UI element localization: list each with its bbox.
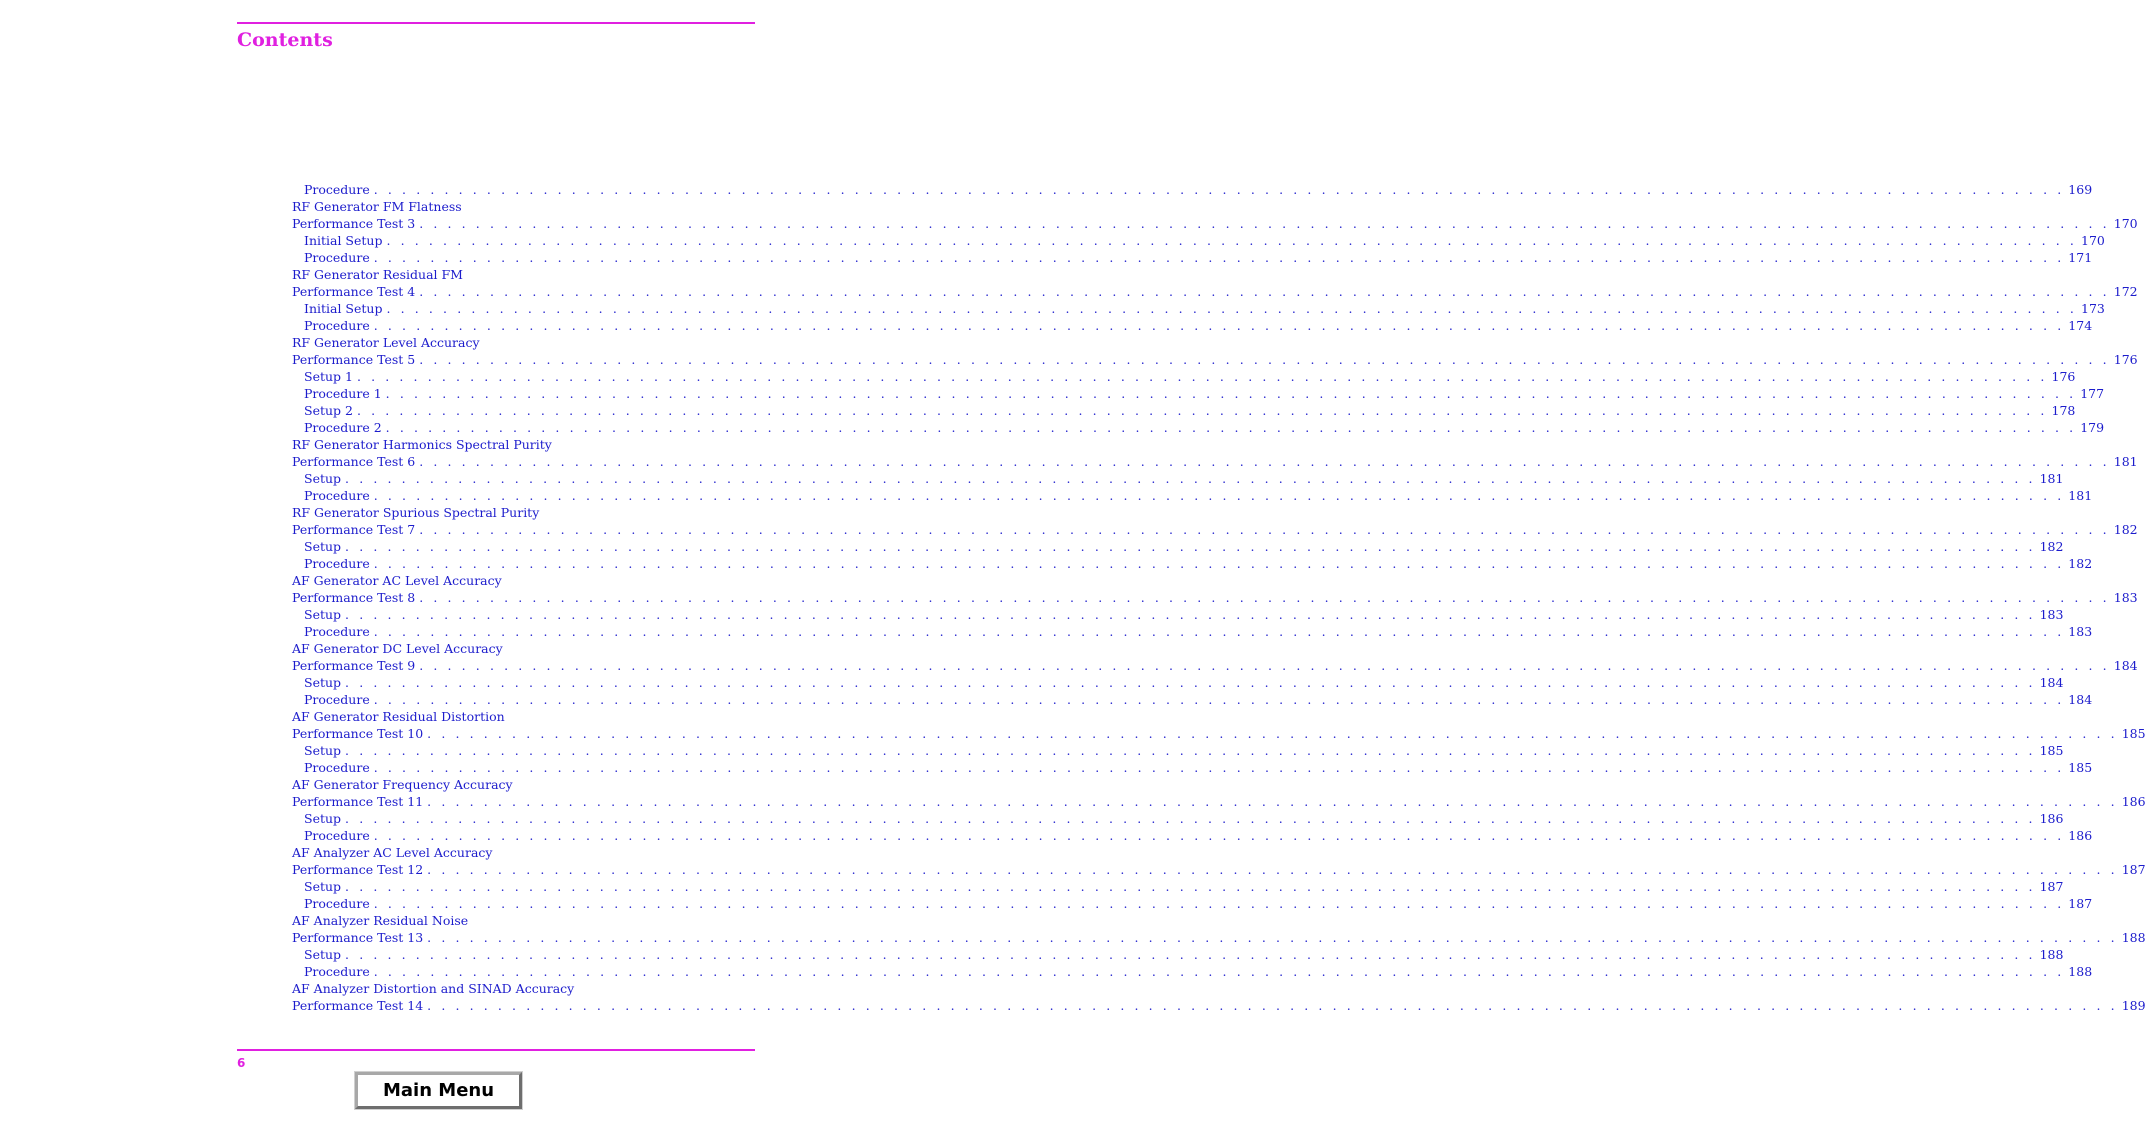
toc-entry[interactable] <box>292 759 2093 776</box>
toc-entry-page: 184 <box>2039 675 2064 690</box>
dot-leader: . . . . . . . . . . . . . . . . . . . . . . . . . . . . . . . . . . . . . . . . . . . . . . . . . . . . . . . . . . . . . . . . . . . . . . . . . . . . . . . . . . . . . . . . . . . . . . . . . . . . . . . . . . . . . . . . . . . . . . . . <box>373 318 2065 333</box>
toc-entry-page: 170 <box>2081 233 2105 248</box>
toc-entry-label: Performance Test 5 <box>292 352 416 367</box>
toc-entry[interactable] <box>292 215 2138 232</box>
dot-leader: . . . . . . . . . . . . . . . . . . . . . . . . . . . . . . . . . . . . . . . . . . . . . . . . . . . . . . . . . . . . . . . . . . . . . . . . . . . . . . . . . . . . . . . . . . . . . . . . . . . . . . . . . . . . . . . . . . . . . . . . <box>419 522 2110 537</box>
toc-entry-label: Setup <box>304 947 342 962</box>
dot-leader: . . . . . . . . . . . . . . . . . . . . . . . . . . . . . . . . . . . . . . . . . . . . . . . . . . . . . . . . . . . . . . . . . . . . . . . . . . . . . . . . . . . . . . . . . . . . . . . . . . . . . . . . . . . . . . . . . . . . . . . . <box>356 369 2048 384</box>
toc-section-heading[interactable] <box>292 844 760 861</box>
dot-leader: . . . . . . . . . . . . . . . . . . . . . . . . . . . . . . . . . . . . . . . . . . . . . . . . . . . . . . . . . . . . . . . . . . . . . . . . . . . . . . . . . . . . . . . . . . . . . . . . . . . . . . . . . . . . . . . . . . . . . . . . <box>345 947 2036 962</box>
toc-entry-label: Procedure 2 <box>304 420 382 435</box>
toc-entry-label: Performance Test 13 <box>292 930 424 945</box>
toc-entry-page: 187 <box>2068 896 2093 911</box>
toc-entry[interactable] <box>292 878 2064 895</box>
toc-entry[interactable] <box>292 351 2138 368</box>
toc-entry-label: Performance Test 10 <box>292 726 424 741</box>
dot-leader: . . . . . . . . . . . . . . . . . . . . . . . . . . . . . . . . . . . . . . . . . . . . . . . . . . . . . . . . . . . . . . . . . . . . . . . . . . . . . . . . . . . . . . . . . . . . . . . . . . . . . . . . . . . . . . . . . . . . . . . . <box>373 896 2065 911</box>
toc-section-heading[interactable] <box>292 776 760 793</box>
toc-entry-label: AF Generator AC Level Accuracy <box>292 573 502 588</box>
toc-entry[interactable] <box>292 657 2138 674</box>
toc-entry-page: 182 <box>2068 556 2093 571</box>
toc-entry[interactable] <box>292 725 2146 742</box>
toc-section-heading[interactable] <box>292 436 760 453</box>
dot-leader: . . . . . . . . . . . . . . . . . . . . . . . . . . . . . . . . . . . . . . . . . . . . . . . . . . . . . . . . . . . . . . . . . . . . . . . . . . . . . . . . . . . . . . . . . . . . . . . . . . . . . . . . . . . . . . . . . . . . . . . . <box>345 471 2036 486</box>
toc-entry[interactable] <box>292 555 2093 572</box>
toc-entry[interactable] <box>292 521 2138 538</box>
toc-entry-page: 187 <box>2121 862 2146 877</box>
toc-entry-label: Procedure <box>304 556 370 571</box>
toc-entry-label: Procedure <box>304 964 370 979</box>
toc-entry-page: 172 <box>2113 284 2138 299</box>
dot-leader: . . . . . . . . . . . . . . . . . . . . . . . . . . . . . . . . . . . . . . . . . . . . . . . . . . . . . . . . . . . . . . . . . . . . . . . . . . . . . . . . . . . . . . . . . . . . . . . . . . . . . . . . . . . . . . . . . . . . . . . . <box>345 675 2036 690</box>
dot-leader: . . . . . . . . . . . . . . . . . . . . . . . . . . . . . . . . . . . . . . . . . . . . . . . . . . . . . . . . . . . . . . . . . . . . . . . . . . . . . . . . . . . . . . . . . . . . . . . . . . . . . . . . . . . . . . . . . . . . . . . . <box>419 454 2110 469</box>
dot-leader: . . . . . . . . . . . . . . . . . . . . . . . . . . . . . . . . . . . . . . . . . . . . . . . . . . . . . . . . . . . . . . . . . . . . . . . . . . . . . . . . . . . . . . . . . . . . . . . . . . . . . . . . . . . . . . . . . . . . . . . . <box>385 386 2077 401</box>
toc-entry-page: 170 <box>2113 216 2138 231</box>
header-rule <box>237 22 755 24</box>
toc-entry-page: 188 <box>2068 964 2093 979</box>
toc-entry-label: RF Generator Residual FM <box>292 267 463 282</box>
dot-leader: . . . . . . . . . . . . . . . . . . . . . . . . . . . . . . . . . . . . . . . . . . . . . . . . . . . . . . . . . . . . . . . . . . . . . . . . . . . . . . . . . . . . . . . . . . . . . . . . . . . . . . . . . . . . . . . . . . . . . . . . <box>345 539 2036 554</box>
toc-entry-label: Procedure <box>304 250 370 265</box>
dot-leader: . . . . . . . . . . . . . . . . . . . . . . . . . . . . . . . . . . . . . . . . . . . . . . . . . . . . . . . . . . . . . . . . . . . . . . . . . . . . . . . . . . . . . . . . . . . . . . . . . . . . . . . . . . . . . . . . . . . . . . . . <box>427 998 2118 1013</box>
toc-entry-label: RF Generator Spurious Spectral Purity <box>292 505 540 520</box>
toc-entry[interactable] <box>292 623 2093 640</box>
toc-entry-label: Setup <box>304 675 342 690</box>
page-number: 6 <box>237 1056 246 1070</box>
dot-leader: . . . . . . . . . . . . . . . . . . . . . . . . . . . . . . . . . . . . . . . . . . . . . . . . . . . . . . . . . . . . . . . . . . . . . . . . . . . . . . . . . . . . . . . . . . . . . . . . . . . . . . . . . . . . . . . . . . . . . . . . <box>427 930 2118 945</box>
toc-entry-label: Performance Test 8 <box>292 590 416 605</box>
toc-entry[interactable] <box>292 419 2105 436</box>
toc-entry-page: 188 <box>2039 947 2064 962</box>
toc-entry-label: Procedure <box>304 318 370 333</box>
toc-entry[interactable] <box>292 895 2093 912</box>
toc-section-heading[interactable] <box>292 640 760 657</box>
dot-leader: . . . . . . . . . . . . . . . . . . . . . . . . . . . . . . . . . . . . . . . . . . . . . . . . . . . . . . . . . . . . . . . . . . . . . . . . . . . . . . . . . . . . . . . . . . . . . . . . . . . . . . . . . . . . . . . . . . . . . . . . <box>385 420 2077 435</box>
toc-entry-label: AF Generator Residual Distortion <box>292 709 505 724</box>
toc-entry-page: 183 <box>2113 590 2138 605</box>
toc-entry-label: Performance Test 14 <box>292 998 424 1013</box>
toc-entry-page: 179 <box>2080 420 2105 435</box>
dot-leader: . . . . . . . . . . . . . . . . . . . . . . . . . . . . . . . . . . . . . . . . . . . . . . . . . . . . . . . . . . . . . . . . . . . . . . . . . . . . . . . . . . . . . . . . . . . . . . . . . . . . . . . . . . . . . . . . . . . . . . . . <box>386 233 2078 248</box>
toc-entry-page: 169 <box>2068 182 2093 197</box>
toc-entry[interactable] <box>292 283 2138 300</box>
dot-leader: . . . . . . . . . . . . . . . . . . . . . . . . . . . . . . . . . . . . . . . . . . . . . . . . . . . . . . . . . . . . . . . . . . . . . . . . . . . . . . . . . . . . . . . . . . . . . . . . . . . . . . . . . . . . . . . . . . . . . . . . <box>419 658 2110 673</box>
toc-entry-page: 186 <box>2039 811 2064 826</box>
dot-leader: . . . . . . . . . . . . . . . . . . . . . . . . . . . . . . . . . . . . . . . . . . . . . . . . . . . . . . . . . . . . . . . . . . . . . . . . . . . . . . . . . . . . . . . . . . . . . . . . . . . . . . . . . . . . . . . . . . . . . . . . <box>419 216 2110 231</box>
toc-entry-page: 185 <box>2121 726 2146 741</box>
toc-entry[interactable] <box>292 589 2138 606</box>
toc-entry[interactable] <box>292 963 2093 980</box>
dot-leader: . . . . . . . . . . . . . . . . . . . . . . . . . . . . . . . . . . . . . . . . . . . . . . . . . . . . . . . . . . . . . . . . . . . . . . . . . . . . . . . . . . . . . . . . . . . . . . . . . . . . . . . . . . . . . . . . . . . . . . . . <box>419 284 2110 299</box>
toc-entry-label: Setup 2 <box>304 403 353 418</box>
toc-entry[interactable] <box>292 538 2064 555</box>
dot-leader: . . . . . . . . . . . . . . . . . . . . . . . . . . . . . . . . . . . . . . . . . . . . . . . . . . . . . . . . . . . . . . . . . . . . . . . . . . . . . . . . . . . . . . . . . . . . . . . . . . . . . . . . . . . . . . . . . . . . . . . . <box>419 352 2110 367</box>
toc-entry-page: 183 <box>2068 624 2093 639</box>
toc-entry-label: Procedure 1 <box>304 386 382 401</box>
toc-entry-page: 177 <box>2080 386 2105 401</box>
toc-entry-label: Setup <box>304 811 342 826</box>
dot-leader: . . . . . . . . . . . . . . . . . . . . . . . . . . . . . . . . . . . . . . . . . . . . . . . . . . . . . . . . . . . . . . . . . . . . . . . . . . . . . . . . . . . . . . . . . . . . . . . . . . . . . . . . . . . . . . . . . . . . . . . . <box>373 760 2065 775</box>
toc-entry-page: 181 <box>2068 488 2093 503</box>
toc-entry-page: 184 <box>2113 658 2138 673</box>
toc-entry-page: 181 <box>2113 454 2138 469</box>
dot-leader: . . . . . . . . . . . . . . . . . . . . . . . . . . . . . . . . . . . . . . . . . . . . . . . . . . . . . . . . . . . . . . . . . . . . . . . . . . . . . . . . . . . . . . . . . . . . . . . . . . . . . . . . . . . . . . . . . . . . . . . . <box>373 250 2065 265</box>
toc-entry-page: 174 <box>2068 318 2093 333</box>
toc-entry-page: 186 <box>2121 794 2146 809</box>
dot-leader: . . . . . . . . . . . . . . . . . . . . . . . . . . . . . . . . . . . . . . . . . . . . . . . . . . . . . . . . . . . . . . . . . . . . . . . . . . . . . . . . . . . . . . . . . . . . . . . . . . . . . . . . . . . . . . . . . . . . . . . . <box>373 556 2065 571</box>
toc-entry-label: RF Generator Harmonics Spectral Purity <box>292 437 552 452</box>
toc-entry[interactable] <box>292 487 2093 504</box>
toc-entry-label: Procedure <box>304 896 370 911</box>
toc-section-heading[interactable] <box>292 334 760 351</box>
toc-entry-label: Setup <box>304 879 342 894</box>
toc-entry[interactable] <box>292 810 2064 827</box>
toc-entry-label: Performance Test 4 <box>292 284 416 299</box>
toc-entry-page: 176 <box>2051 369 2076 384</box>
toc-entry-label: Procedure <box>304 760 370 775</box>
toc-entry-label: AF Analyzer Distortion and SINAD Accuracy <box>292 981 575 996</box>
toc-entry[interactable] <box>292 861 2146 878</box>
main-menu-button[interactable]: Main Menu <box>355 1072 522 1109</box>
toc-entry[interactable] <box>292 691 2093 708</box>
toc-entry-label: RF Generator Level Accuracy <box>292 335 480 350</box>
toc-entry-page: 185 <box>2039 743 2064 758</box>
toc-entry[interactable] <box>292 402 2076 419</box>
toc-entry[interactable] <box>292 827 2093 844</box>
toc-entry-page: 171 <box>2068 250 2093 265</box>
toc-entry[interactable] <box>292 300 2105 317</box>
dot-leader: . . . . . . . . . . . . . . . . . . . . . . . . . . . . . . . . . . . . . . . . . . . . . . . . . . . . . . . . . . . . . . . . . . . . . . . . . . . . . . . . . . . . . . . . . . . . . . . . . . . . . . . . . . . . . . . . . . . . . . . . <box>427 726 2118 741</box>
toc-entry-label: AF Generator DC Level Accuracy <box>292 641 503 656</box>
toc-entry-label: Performance Test 11 <box>292 794 424 809</box>
dot-leader: . . . . . . . . . . . . . . . . . . . . . . . . . . . . . . . . . . . . . . . . . . . . . . . . . . . . . . . . . . . . . . . . . . . . . . . . . . . . . . . . . . . . . . . . . . . . . . . . . . . . . . . . . . . . . . . . . . . . . . . . <box>356 403 2048 418</box>
dot-leader: . . . . . . . . . . . . . . . . . . . . . . . . . . . . . . . . . . . . . . . . . . . . . . . . . . . . . . . . . . . . . . . . . . . . . . . . . . . . . . . . . . . . . . . . . . . . . . . . . . . . . . . . . . . . . . . . . . . . . . . . <box>373 964 2065 979</box>
toc-entry-label: AF Analyzer Residual Noise <box>292 913 469 928</box>
toc-entry-label: Performance Test 7 <box>292 522 416 537</box>
toc-entry-page: 187 <box>2039 879 2064 894</box>
dot-leader: . . . . . . . . . . . . . . . . . . . . . . . . . . . . . . . . . . . . . . . . . . . . . . . . . . . . . . . . . . . . . . . . . . . . . . . . . . . . . . . . . . . . . . . . . . . . . . . . . . . . . . . . . . . . . . . . . . . . . . . . <box>373 828 2065 843</box>
toc-entry-label: Procedure <box>304 488 370 503</box>
toc-entry-label: Procedure <box>304 692 370 707</box>
toc-section-heading[interactable] <box>292 266 760 283</box>
toc-entry-page: 178 <box>2051 403 2076 418</box>
toc-entry-label: Procedure <box>304 182 370 197</box>
toc-entry-page: 182 <box>2039 539 2064 554</box>
dot-leader: . . . . . . . . . . . . . . . . . . . . . . . . . . . . . . . . . . . . . . . . . . . . . . . . . . . . . . . . . . . . . . . . . . . . . . . . . . . . . . . . . . . . . . . . . . . . . . . . . . . . . . . . . . . . . . . . . . . . . . . . <box>373 182 2065 197</box>
toc-entry-page: 182 <box>2113 522 2138 537</box>
toc-entry-label: RF Generator FM Flatness <box>292 199 462 214</box>
toc-entry-page: 189 <box>2121 998 2146 1013</box>
toc-entry-label: Setup <box>304 471 342 486</box>
toc-entry-page: 184 <box>2068 692 2093 707</box>
toc-entry[interactable] <box>292 929 2146 946</box>
toc-entry[interactable] <box>292 946 2064 963</box>
toc-entry-label: AF Generator Frequency Accuracy <box>292 777 513 792</box>
table-of-contents <box>292 181 2146 1014</box>
toc-entry-label: Setup 1 <box>304 369 353 384</box>
toc-entry[interactable] <box>292 470 2064 487</box>
toc-entry-label: Initial Setup <box>304 233 383 248</box>
toc-section-heading[interactable] <box>292 708 760 725</box>
footer-rule <box>237 1049 755 1051</box>
toc-entry-label: Performance Test 3 <box>292 216 416 231</box>
toc-entry[interactable] <box>292 606 2064 623</box>
toc-entry[interactable] <box>292 674 2064 691</box>
toc-entry[interactable] <box>292 249 2093 266</box>
dot-leader: . . . . . . . . . . . . . . . . . . . . . . . . . . . . . . . . . . . . . . . . . . . . . . . . . . . . . . . . . . . . . . . . . . . . . . . . . . . . . . . . . . . . . . . . . . . . . . . . . . . . . . . . . . . . . . . . . . . . . . . . <box>427 862 2118 877</box>
toc-entry-label: AF Analyzer AC Level Accuracy <box>292 845 493 860</box>
dot-leader: . . . . . . . . . . . . . . . . . . . . . . . . . . . . . . . . . . . . . . . . . . . . . . . . . . . . . . . . . . . . . . . . . . . . . . . . . . . . . . . . . . . . . . . . . . . . . . . . . . . . . . . . . . . . . . . . . . . . . . . . <box>373 692 2065 707</box>
dot-leader: . . . . . . . . . . . . . . . . . . . . . . . . . . . . . . . . . . . . . . . . . . . . . . . . . . . . . . . . . . . . . . . . . . . . . . . . . . . . . . . . . . . . . . . . . . . . . . . . . . . . . . . . . . . . . . . . . . . . . . . . <box>345 607 2036 622</box>
toc-entry-label: Setup <box>304 743 342 758</box>
toc-entry-label: Procedure <box>304 828 370 843</box>
dot-leader: . . . . . . . . . . . . . . . . . . . . . . . . . . . . . . . . . . . . . . . . . . . . . . . . . . . . . . . . . . . . . . . . . . . . . . . . . . . . . . . . . . . . . . . . . . . . . . . . . . . . . . . . . . . . . . . . . . . . . . . . <box>373 488 2065 503</box>
toc-entry-page: 186 <box>2068 828 2093 843</box>
toc-entry-label: Performance Test 6 <box>292 454 416 469</box>
toc-entry[interactable] <box>292 997 2146 1014</box>
dot-leader: . . . . . . . . . . . . . . . . . . . . . . . . . . . . . . . . . . . . . . . . . . . . . . . . . . . . . . . . . . . . . . . . . . . . . . . . . . . . . . . . . . . . . . . . . . . . . . . . . . . . . . . . . . . . . . . . . . . . . . . . <box>373 624 2065 639</box>
dot-leader: . . . . . . . . . . . . . . . . . . . . . . . . . . . . . . . . . . . . . . . . . . . . . . . . . . . . . . . . . . . . . . . . . . . . . . . . . . . . . . . . . . . . . . . . . . . . . . . . . . . . . . . . . . . . . . . . . . . . . . . . <box>345 811 2036 826</box>
toc-entry[interactable] <box>292 232 2105 249</box>
toc-entry[interactable] <box>292 368 2076 385</box>
page-title: Contents <box>237 29 333 51</box>
toc-entry[interactable] <box>292 181 2093 198</box>
toc-entry-page: 173 <box>2081 301 2105 316</box>
toc-entry-label: Initial Setup <box>304 301 383 316</box>
toc-entry-page: 181 <box>2039 471 2064 486</box>
toc-entry[interactable] <box>292 317 2093 334</box>
toc-entry[interactable] <box>292 793 2146 810</box>
toc-entry[interactable] <box>292 742 2064 759</box>
toc-section-heading[interactable] <box>292 504 760 521</box>
dot-leader: . . . . . . . . . . . . . . . . . . . . . . . . . . . . . . . . . . . . . . . . . . . . . . . . . . . . . . . . . . . . . . . . . . . . . . . . . . . . . . . . . . . . . . . . . . . . . . . . . . . . . . . . . . . . . . . . . . . . . . . . <box>386 301 2078 316</box>
toc-section-heading[interactable] <box>292 572 760 589</box>
toc-entry-page: 183 <box>2039 607 2064 622</box>
toc-entry-page: 188 <box>2121 930 2146 945</box>
toc-entry-label: Setup <box>304 539 342 554</box>
toc-section-heading[interactable] <box>292 912 760 929</box>
toc-entry-label: Performance Test 12 <box>292 862 424 877</box>
toc-entry[interactable] <box>292 385 2105 402</box>
dot-leader: . . . . . . . . . . . . . . . . . . . . . . . . . . . . . . . . . . . . . . . . . . . . . . . . . . . . . . . . . . . . . . . . . . . . . . . . . . . . . . . . . . . . . . . . . . . . . . . . . . . . . . . . . . . . . . . . . . . . . . . . <box>345 743 2036 758</box>
dot-leader: . . . . . . . . . . . . . . . . . . . . . . . . . . . . . . . . . . . . . . . . . . . . . . . . . . . . . . . . . . . . . . . . . . . . . . . . . . . . . . . . . . . . . . . . . . . . . . . . . . . . . . . . . . . . . . . . . . . . . . . . <box>427 794 2118 809</box>
toc-entry-label: Performance Test 9 <box>292 658 416 673</box>
toc-entry-label: Setup <box>304 607 342 622</box>
dot-leader: . . . . . . . . . . . . . . . . . . . . . . . . . . . . . . . . . . . . . . . . . . . . . . . . . . . . . . . . . . . . . . . . . . . . . . . . . . . . . . . . . . . . . . . . . . . . . . . . . . . . . . . . . . . . . . . . . . . . . . . . <box>345 879 2036 894</box>
toc-entry[interactable] <box>292 453 2138 470</box>
toc-section-heading[interactable] <box>292 198 760 215</box>
toc-entry-page: 185 <box>2068 760 2093 775</box>
toc-entry-page: 176 <box>2113 352 2138 367</box>
toc-entry-label: Procedure <box>304 624 370 639</box>
toc-section-heading[interactable] <box>292 980 760 997</box>
dot-leader: . . . . . . . . . . . . . . . . . . . . . . . . . . . . . . . . . . . . . . . . . . . . . . . . . . . . . . . . . . . . . . . . . . . . . . . . . . . . . . . . . . . . . . . . . . . . . . . . . . . . . . . . . . . . . . . . . . . . . . . . <box>419 590 2110 605</box>
